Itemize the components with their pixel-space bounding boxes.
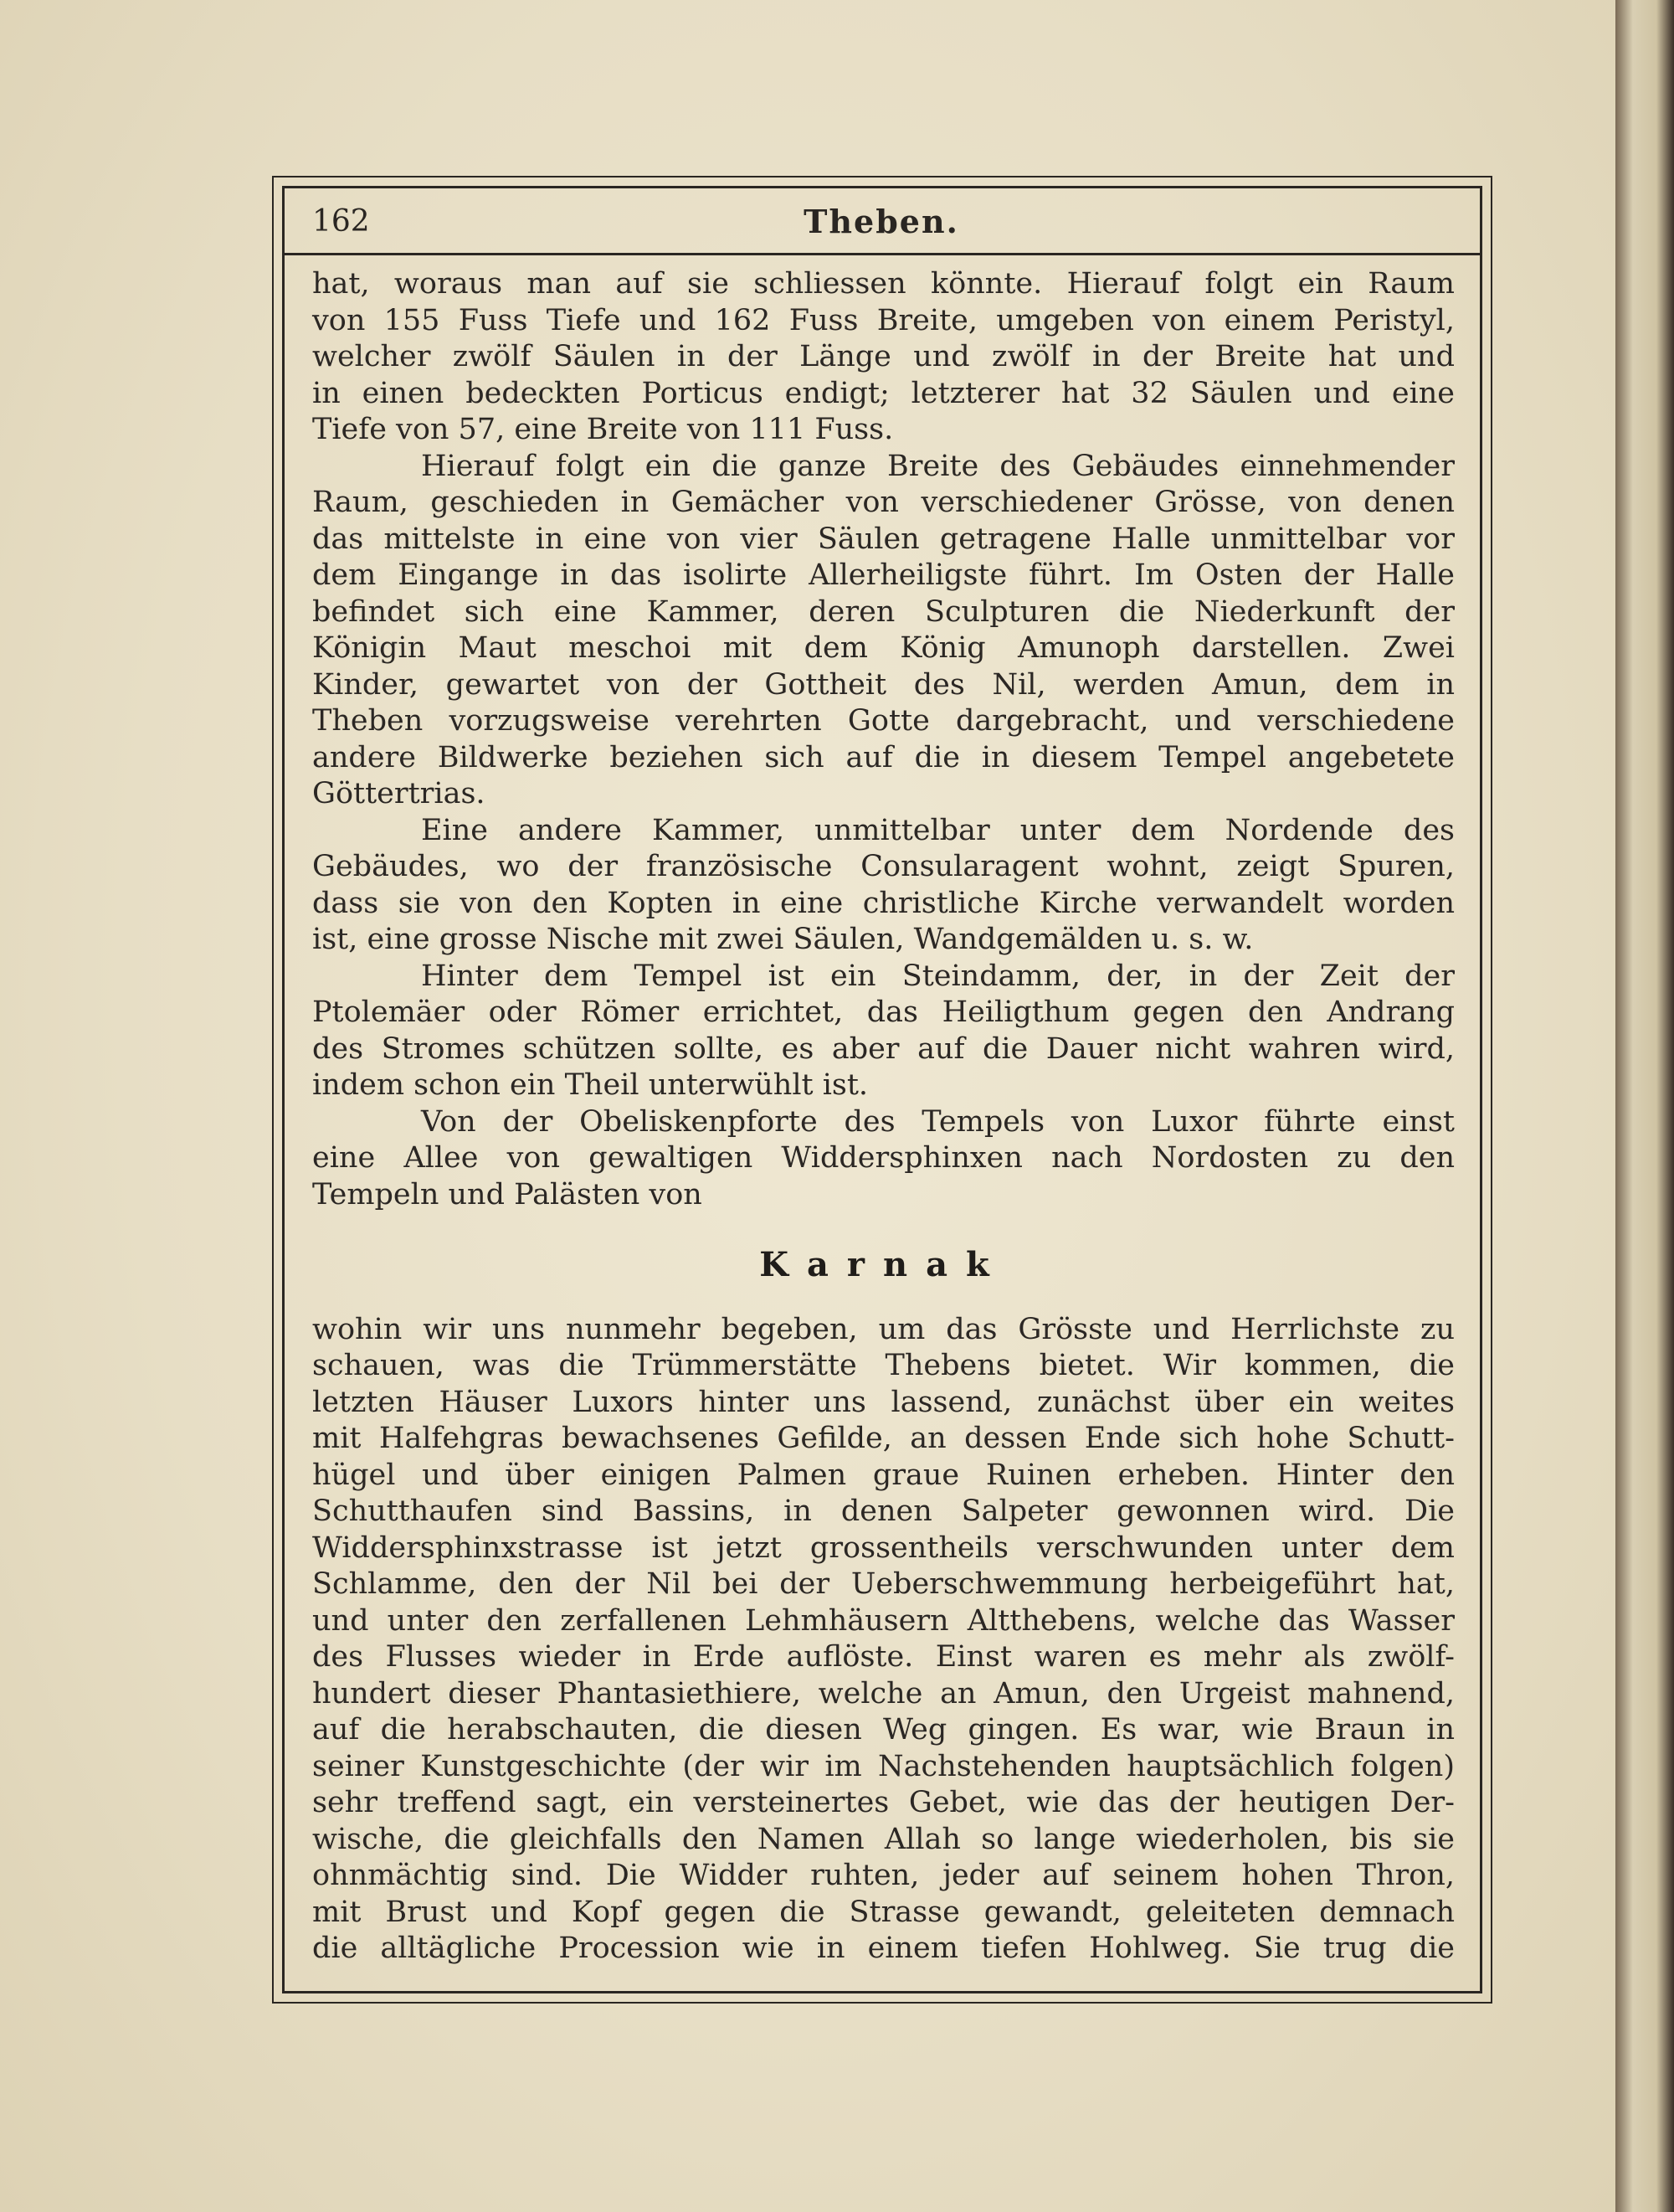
text-line: auf die herabschauten, die diesen Weg gingen. Es war, wie Braun in	[312, 1713, 1455, 1746]
text-line: Eine andere Kammer, unmittelbar unter dem Nordende des	[421, 813, 1455, 847]
text-line: Theben vorzugsweise verehrten Gotte dargebracht, und verschiedene	[312, 704, 1455, 738]
text-line: Raum, geschieden in Gemächer von verschiedener Grösse, von denen	[312, 486, 1455, 519]
text-line: letzten Häuser Luxors hinter uns lassend, zunächst über ein weites	[312, 1385, 1455, 1419]
page-number: 162	[312, 204, 370, 239]
text-line: dem Eingange in das isolirte Allerheiligste führt. Im Osten der Halle	[312, 558, 1455, 592]
text-line: eine Allee von gewaltigen Widdersphinxen nach Nordosten zu den	[312, 1141, 1455, 1175]
text-line: Schlamme, den der Nil bei der Ueberschwemmung herbeigeführt hat,	[312, 1567, 1455, 1601]
book-spine-edge	[1615, 0, 1674, 2212]
text-line: wohin wir uns nunmehr begeben, um das Grösste und Herrlichste zu	[312, 1312, 1455, 1346]
text-line: in einen bedeckten Porticus endigt; letzterer hat 32 Säulen und eine	[312, 376, 1455, 410]
page-header	[312, 199, 1451, 249]
text-line: die alltägliche Procession wie in einem tiefen Hohlweg. Sie trug die	[312, 1932, 1455, 1965]
text-line: ist, eine grosse Nische mit zwei Säulen, Wandgemälden u. s. w.	[312, 923, 1254, 956]
text-line: Ptolemäer oder Römer errichtet, das Heiligthum gegen den Andrang	[312, 995, 1455, 1029]
text-line: Tiefe von 57, eine Breite von 111 Fuss.	[312, 413, 894, 446]
text-line: von 155 Fuss Tiefe und 162 Fuss Breite, umgeben von einem Peristyl,	[312, 303, 1455, 337]
text-line: des Flusses wieder in Erde auflöste. Einst waren es mehr als zwölf-	[312, 1640, 1455, 1674]
text-line: Hierauf folgt ein die ganze Breite des Gebäudes einnehmender	[421, 449, 1455, 483]
text-line: Schutthaufen sind Bassins, in denen Salpeter gewonnen wird. Die	[312, 1494, 1455, 1528]
header-rule	[283, 253, 1481, 255]
text-line: Königin Maut meschoi mit dem König Amunoph darstellen. Zwei	[312, 631, 1455, 665]
body-text	[312, 266, 1455, 1968]
paragraph-5	[312, 1104, 1455, 1214]
text-line: hügel und über einigen Palmen graue Ruinen erheben. Hinter den	[312, 1458, 1455, 1492]
running-title: Theben.	[804, 203, 959, 240]
text-line: befindet sich eine Kammer, deren Sculpturen die Niederkunft der	[312, 594, 1455, 629]
text-line: Von der Obeliskenpforte des Tempels von Luxor führte einst	[421, 1104, 1455, 1139]
text-line: Hinter dem Tempel ist ein Steindamm, der, in der Zeit der	[421, 959, 1455, 993]
text-line: Kinder, gewartet von der Gottheit des Nil, werden Amun, dem in	[312, 667, 1455, 702]
text-line: Widdersphinxstrasse ist jetzt grossentheils verschwunden unter dem	[312, 1530, 1455, 1565]
paragraph-karnak	[312, 1312, 1455, 1968]
paragraph-4	[312, 959, 1455, 1104]
text-line: dass sie von den Kopten in eine christliche Kirche verwandelt worden	[312, 886, 1455, 920]
paragraph-2	[312, 449, 1455, 813]
text-line: seiner Kunstgeschichte (der wir im Nachstehenden hauptsächlich folgen)	[312, 1749, 1455, 1783]
text-line: schauen, was die Trümmerstätte Thebens bietet. Wir kommen, die	[312, 1349, 1455, 1382]
text-line: mit Brust und Kopf gegen die Strasse gewandt, geleiteten demnach	[312, 1895, 1455, 1929]
text-line: wische, die gleichfalls den Namen Allah so lange wiederholen, bis sie	[312, 1822, 1455, 1856]
text-line: andere Bildwerke beziehen sich auf die in diesem Tempel angebetete	[312, 740, 1455, 774]
text-line: mit Halfehgras bewachsenes Gefilde, an dessen Ende sich hohe Schutt-	[312, 1422, 1455, 1455]
paragraph-3	[312, 813, 1455, 959]
text-line: und unter den zerfallenen Lehmhäusern Altthebens, welche das Wasser	[312, 1603, 1455, 1638]
text-line: ohnmächtig sind. Die Widder ruhten, jeder auf seinem hohen Thron,	[312, 1859, 1455, 1892]
text-line: das mittelste in eine von vier Säulen getragene Halle unmittelbar vor	[312, 522, 1455, 556]
section-heading-karnak: Karnak	[759, 1245, 1008, 1284]
text-line: Gebäudes, wo der französische Consularagent wohnt, zeigt Spuren,	[312, 850, 1455, 883]
text-line: Göttertrias.	[312, 777, 485, 810]
text-line: hat, woraus man auf sie schliessen könnte. Hierauf folgt ein Raum	[312, 267, 1455, 301]
text-line: welcher zwölf Säulen in der Länge und zwölf in der Breite hat und	[312, 340, 1455, 373]
text-line: sehr treffend sagt, ein versteinertes Gebet, wie das der heutigen Der-	[312, 1786, 1455, 1819]
text-line: hundert dieser Phantasiethiere, welche an Amun, den Urgeist mahnend,	[312, 1676, 1455, 1710]
text-line: des Stromes schützen sollte, es aber auf die Dauer nicht wahren wird,	[312, 1031, 1455, 1066]
text-line: indem schon ein Theil unterwühlt ist.	[312, 1068, 869, 1102]
text-line: Tempeln und Palästen von	[312, 1177, 702, 1211]
paragraph-1	[312, 266, 1455, 449]
